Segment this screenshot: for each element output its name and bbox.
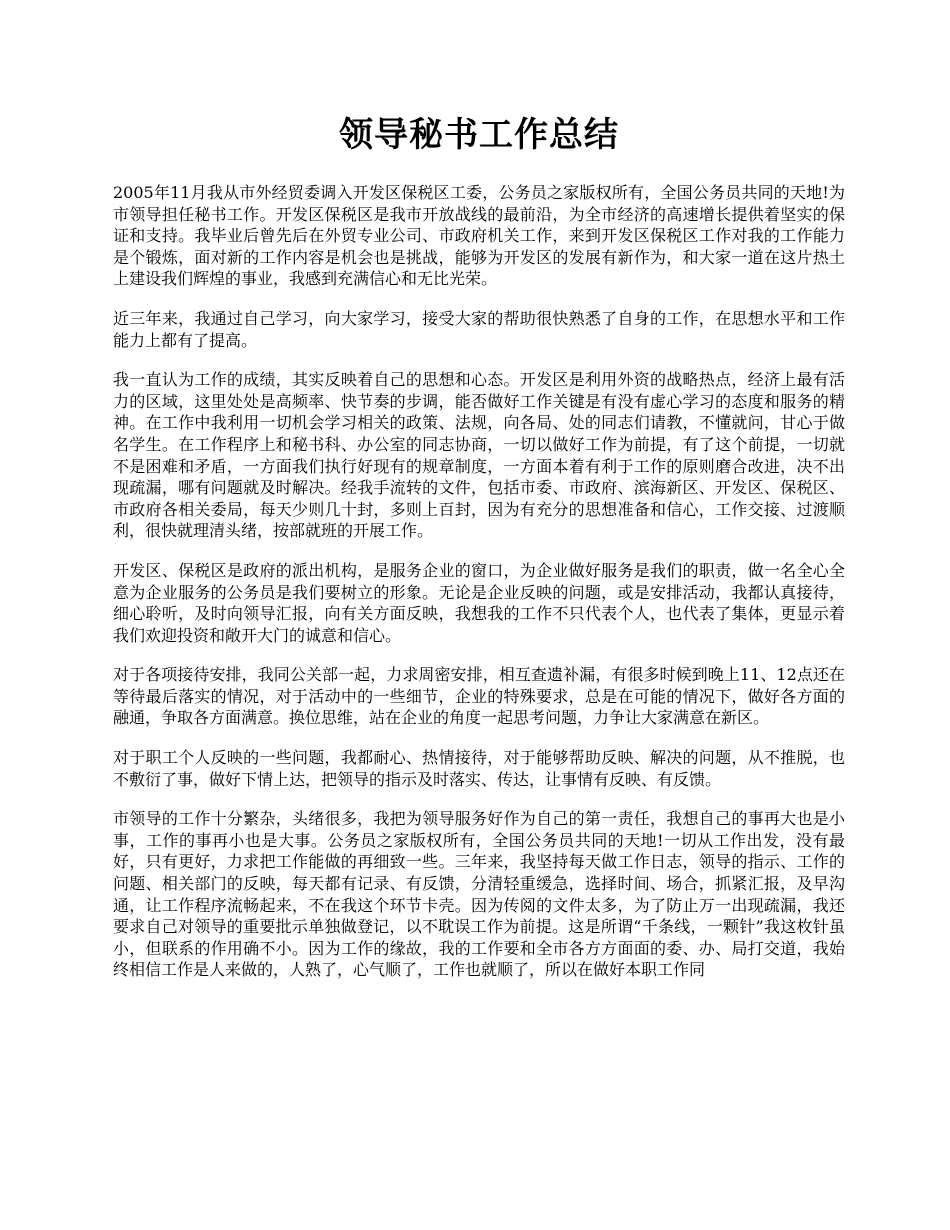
document-title: 领导秘书工作总结 xyxy=(339,115,619,155)
paragraph-3: 我一直认为工作的成绩，其实反映着自己的思想和心态。开发区是利用外资的战略热点，经济上最有活力的区域，这里处处是高频率、快节奏的步调，能否做好工作关键是有没有虚心学习的态度和服务的精神。在工作中我利用一切机会学习相关的政策、法规，向各局、处的同志们请教，不懂就问，甘心于做名学生。在工作程序上和秘书科、办公室的同志协商，一切以做好工作为前提，有了这个前提，一切就不是困难和矛盾，一方面我们执行好现有的规章制度，一方面本着有利于工作的原则磨合改进，决不出现疏漏，哪有问题就及时解决。经我手流转的文件，包括市委、市政府、滨海新区、开发区、保税区、市政府各相关委局，每天少则几十封，多则上百封，因为有充分的思想准备和信心，工作交接、过渡顺利，很快就理清头绪，按部就班的开展工作。 xyxy=(113,370,845,541)
paragraph-6: 对于职工个人反映的一些问题，我都耐心、热情接待，对于能够帮助反映、解决的问题，从不推脱，也不敷衍了事，做好下情上达，把领导的指示及时落实、传达，让事情有反映、有反馈。 xyxy=(113,748,845,789)
document-body xyxy=(113,110,845,981)
paragraph-2: 近三年来，我通过自己学习，向大家学习，接受大家的帮助很快熟悉了自身的工作，在思想水平和工作能力上都有了提高。 xyxy=(113,308,845,350)
paragraph-4: 开发区、保税区是政府的派出机构，是服务企业的窗口，为企业做好服务是我们的职责，做一名全心全意为企业服务的公务员是我们要树立的形象。无论是企业反映的问题，或是安排活动，我都认真接待，细心聆听，及时向领导汇报，向有关方面反映，我想我的工作不只代表个人，也代表了集体，更显示着我们欢迎投资和敞开大门的诚意和信心。 xyxy=(113,560,845,645)
paragraph-1: 2005年11月我从市外经贸委调入开发区保税区工委，公务员之家版权所有，全国公务员共同的天地!为市领导担任秘书工作。开发区保税区是我市开放战线的最前沿，为全市经济的高速增长提供着坚实的保证和支持。我毕业后曾先后在外贸专业公司、市政府机关工作，来到开发区保税区工作对我的工作能力是个锻炼，面对新的工作内容是机会也是挑战，能够为开发区的发展有新作为，和大家一道在这片热土上建设我们辉煌的事业，我感到充满信心和无比光荣。 xyxy=(113,183,845,289)
paragraph-5: 对于各项接待安排，我同公关部一起，力求周密安排，相互查遗补漏，有很多时候到晚上11、12点还在等待最后落实的情况，对于活动中的一些细节，企业的特殊要求，总是在可能的情况下，做好各方面的融通，争取各方面满意。换位思维，站在企业的角度一起思考问题，力争让大家满意在新区。 xyxy=(113,665,845,728)
paragraph-7: 市领导的工作十分繁杂，头绪很多，我把为领导服务好作为自己的第一责任，我想自己的事再大也是小事，工作的事再小也是大事。公务员之家版权所有，全国公务员共同的天地!一切从工作出发，没有最好，只有更好，力求把工作能做的再细致一些。三年来，我坚持每天做工作日志，领导的指示、工作的问题、相关部门的反映，每天都有记录、有反馈，分清轻重缓急，选择时间、场合，抓紧汇报，及早沟通，让工作程序流畅起来，不在我这个环节卡壳。因为传阅的文件太多，为了防止万一出现疏漏，我还要求自己对领导的重要批示单独做登记，以不耽误工作为前提。这是所谓“千条线，一颗针”我这枚针虽小，但联系的作用确不小。因为工作的缘故，我的工作要和全市各方方面面的委、办、局打交道，我始终相信工作是人来做的，人熟了，心气顺了，工作也就顺了，所以在做好本职工作同 xyxy=(113,809,845,980)
